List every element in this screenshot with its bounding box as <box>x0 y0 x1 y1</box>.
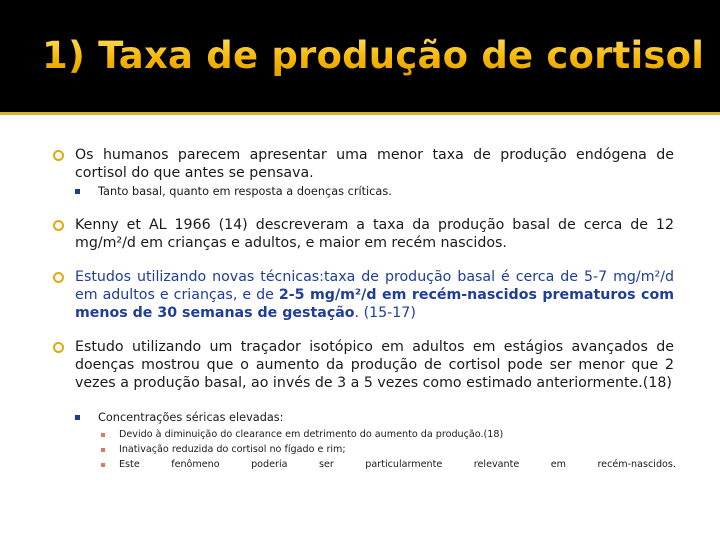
bullet-3-bold-text: 2-5 mg/m²/d em recém-nascidos prematuros com menos de 30 semanas de gestação <box>75 287 674 321</box>
bullet-2-text: Kenny et AL 1966 (14) descreveram a taxa da produção basal de cerca de 12 mg/m²/d em crianças e adultos, e maior em recém nascidos. <box>75 217 674 251</box>
bullet-1 <box>52 146 674 182</box>
item-text: Devido à diminuição do clearance em detrimento do aumento da produção.(18) <box>119 429 504 440</box>
item-text: Este fenômeno poderia ser particularmente relevante em recém-nascidos. <box>119 459 676 470</box>
bullet-3-text: Estudos utilizando novas técnicas:taxa de produção basal é cerca de 5-7 mg/m²/d em adultos e crianças, e de <box>75 269 674 303</box>
slide-title: 1) Taxa de produção de cortisol <box>42 34 705 77</box>
item-text: Inativação reduzida do cortisol no fígado e rim; <box>119 444 346 455</box>
bullet-4-sub-1-item-3 <box>100 457 676 472</box>
bullet-4 <box>52 338 674 392</box>
bullet-1-sub-1 <box>75 184 675 199</box>
bullet-1-sub-1-text: Tanto basal, quanto em resposta a doenças críticas. <box>98 185 392 198</box>
bullet-3 <box>52 268 674 322</box>
small-square-bullet-icon <box>101 448 105 452</box>
bullet-4-sub-1-item-1 <box>100 427 676 442</box>
bullet-4-sub-1-item-2 <box>100 442 676 457</box>
square-bullet-icon <box>75 189 80 194</box>
bullet-ring-icon <box>53 150 64 161</box>
bullet-ring-icon <box>53 342 64 353</box>
bullet-4-sub-1 <box>75 410 675 425</box>
bullet-ring-icon <box>53 272 64 283</box>
small-square-bullet-icon <box>101 463 105 467</box>
bullet-3-reference: . (15-17) <box>354 305 416 321</box>
bullet-2 <box>52 216 674 252</box>
bullet-1-text: Os humanos parecem apresentar uma menor taxa de produção endógena de cortisol do que antes se pensava. <box>75 147 674 181</box>
bullet-4-sub-1-text: Concentrações séricas elevadas: <box>98 411 284 424</box>
bullet-4-text: Estudo utilizando um traçador isotópico em adultos em estágios avançados de doenças mostrou que o aumento da produção de cortisol pode ser menor que 2 vezes a produção basal, ao invés de 3 a 5 vezes como estimado anteriormente.(18) <box>75 339 674 391</box>
bullet-ring-icon <box>53 220 64 231</box>
square-bullet-icon <box>75 415 80 420</box>
small-square-bullet-icon <box>101 433 105 437</box>
